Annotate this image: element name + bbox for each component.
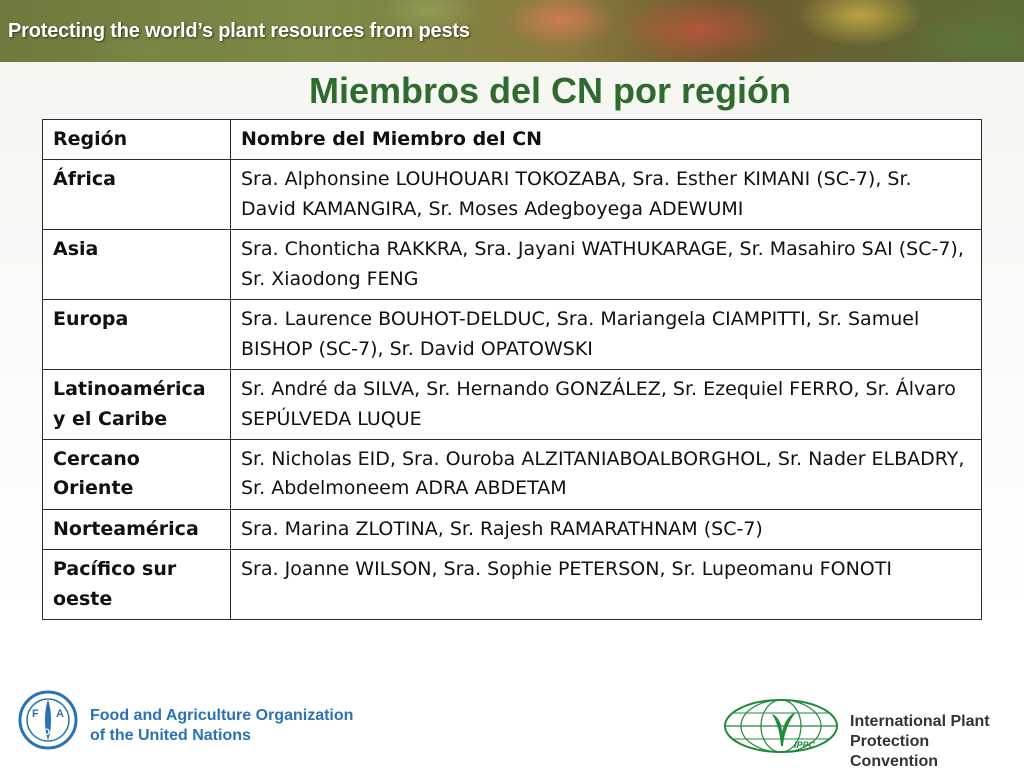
members-cell: Sra. Marina ZLOTINA, Sr. Rajesh RAMARATHNAM (SC-7) [231,509,982,549]
ippc-name [850,712,1012,768]
ippc-logo-label: IPPC [794,740,816,750]
region-cell: Pacífico sur oeste [43,550,231,620]
column-header-region: Región [43,120,231,160]
column-header-members: Nombre del Miembro del CN [231,120,982,160]
table-row [43,439,982,509]
table-header-row [43,120,982,160]
members-cell: Sr. Nicholas EID, Sra. Ouroba ALZITANIABOALBORGHOL, Sr. Nader ELBADRY, Sr. Abdelmoneem ADRA ABDETAM [231,439,982,509]
members-cell: Sra. Chonticha RAKKRA, Sra. Jayani WATHUKARAGE, Sr. Masahiro SAI (SC-7), Sr. Xiaodong FENG [231,230,982,300]
region-cell: Norteamérica [43,509,231,549]
fao-name-line1: Food and Agriculture Organization [90,707,354,724]
table-row [43,370,982,440]
table-row [43,550,982,620]
fao-name-line2: of the United Nations [90,727,251,744]
members-cell: Sra. Joanne WILSON, Sra. Sophie PETERSON, Sr. Lupeomanu FONOTI [231,550,982,620]
region-cell: Europa [43,300,231,370]
members-cell: Sra. Alphonsine LOUHOUARI TOKOZABA, Sra. Esther KIMANI (SC-7), Sr. David KAMANGIRA, Sr. Moses Adegboyega ADEWUMI [231,160,982,230]
fao-logo-icon [18,690,78,750]
fao-logo-letter-a: A [56,708,64,720]
fao-branding [18,690,358,752]
table-row [43,160,982,230]
table-row [43,509,982,549]
ippc-name-line2: Protection Convention [850,733,938,768]
slide-title: Miembros del CN por región [308,70,792,111]
members-cell: Sr. André da SILVA, Sr. Hernando GONZÁLEZ, Sr. Ezequiel FERRO, Sr. Álvaro SEPÚLVEDA LUQUE [231,370,982,440]
header-banner [0,0,1024,62]
table-row [43,230,982,300]
region-cell: Asia [43,230,231,300]
region-cell: Cercano Oriente [43,439,231,509]
members-cell: Sra. Laurence BOUHOT-DELDUC, Sra. Mariangela CIAMPITTI, Sr. Samuel BISHOP (SC-7), Sr. David OPATOWSKI [231,300,982,370]
fao-name [90,706,353,746]
members-table [42,119,982,620]
ippc-globe-logo-icon [722,698,840,754]
table-row [43,300,982,370]
region-cell: Latinoamérica y el Caribe [43,370,231,440]
banner-tagline: Protecting the world’s plant resources from pests [8,20,470,42]
fao-logo-letter-f: F [32,708,39,720]
region-cell: África [43,160,231,230]
ippc-branding [722,694,1012,768]
fao-logo-letter-o: O [43,727,51,737]
ippc-name-line1: International Plant [850,713,990,730]
